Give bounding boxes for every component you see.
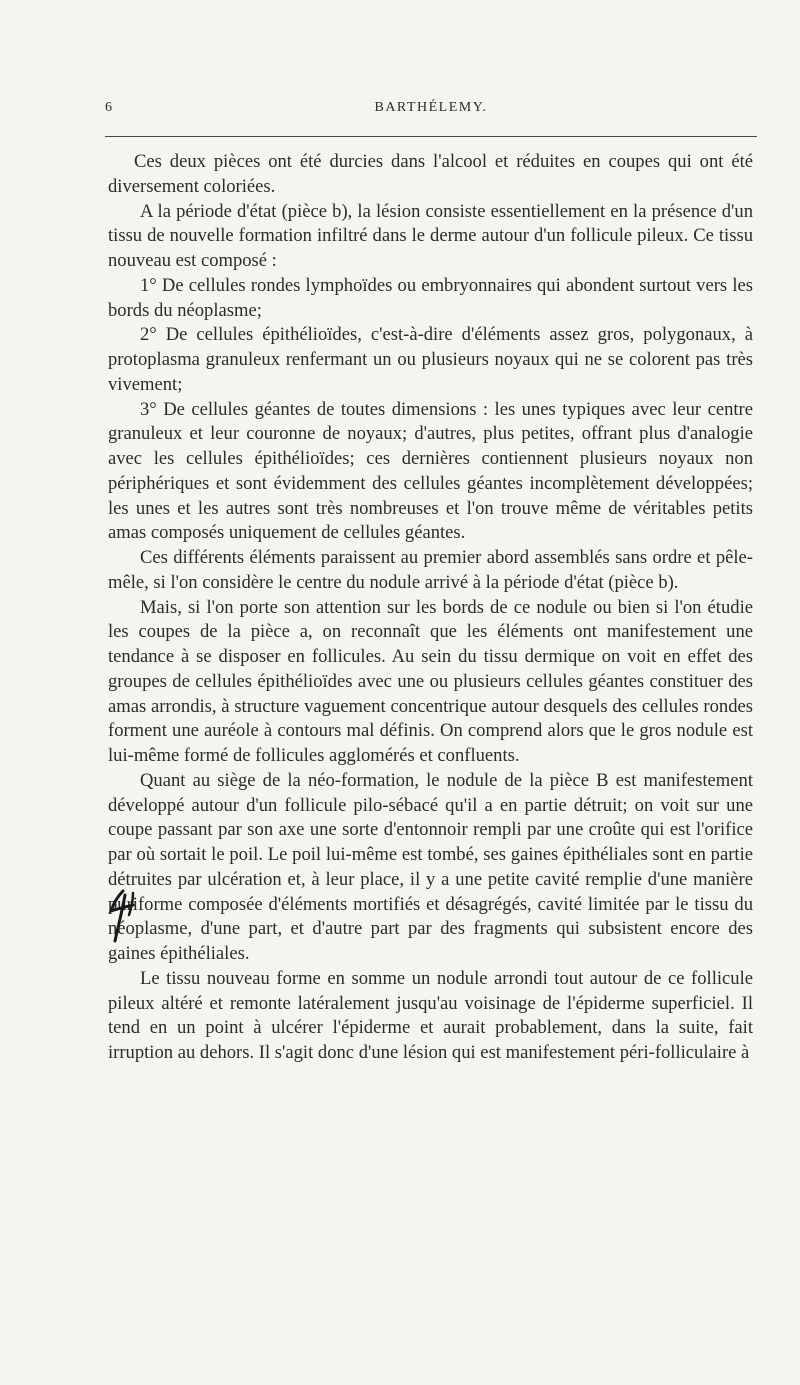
paragraph: A la période d'état (pièce b), la lésion consiste essentiellement en la présence d'un tissu de nouvelle formation infiltré dans le derme autour d'un follicule pileux. Ce tissu nouveau est composé : <box>108 200 753 271</box>
paragraph: Mais, si l'on porte son attention sur les bords de ce nodule ou bien si l'on étudie les coupes de la pièce a, on reconnaît que les éléments ont manifestement une tendance à se disposer en follicules. Au sein du tissu dermique on voit en effet des groupes de cellules épithélioïdes avec une ou plusieurs cellules géantes constituer des amas arrondis, à structure vaguement concentrique autour desquels des cellules rondes forment une auréole à contours mal définis. On comprend alors que le gros nodule est lui-même formé de follicules agglomérés et confluents. <box>108 596 753 766</box>
running-head <box>105 100 757 124</box>
paragraph: 1° De cellules rondes lymphoïdes ou embryonnaires qui abondent surtout vers les bords du néoplasme; <box>108 274 753 321</box>
running-title: BARTHÉLEMY. <box>374 100 488 115</box>
header-rule <box>105 136 757 137</box>
paragraph: Ces différents éléments paraissent au premier abord assemblés sans ordre et pêle-mêle, si l'on considère le centre du nodule arrivé à la période d'état (pièce b). <box>108 547 753 593</box>
paragraph: Le tissu nouveau forme en somme un nodule arrondi tout autour de ce follicule pileux altéré et remonte latéralement jusqu'au voisinage de l'épiderme superficiel. Il tend en un point à ulcérer l'épiderme et aurait probablement, dans la suite, fait irruption au dehors. Il s'agit donc d'une lésion qui est manifestement péri-folliculaire à <box>108 967 753 1063</box>
paragraph: Quant au siège de la néo-formation, le nodule de la pièce B est manifestement développé autour d'un follicule pilo-sébacé qu'il a en partie détruit; on voit sur une coupe passant par son axe une sorte d'entonnoir rempli par une croûte qui est l'orifice par où sortait le poil. Le poil lui-même est tombé, ses gaines épithéliales sont en partie détruites par ulcération et, à leur place, il y a une petite cavité remplie d'une manière puriforme composée d'éléments mortifiés et désagrégés, cavité limitée par le tissu du néoplasme, d'une part, et d'autre part par des fragments qui subsistent encore des gaines épithéliales. <box>108 769 753 964</box>
body-text <box>108 150 753 1066</box>
page-number: 6 <box>105 100 113 115</box>
paragraph: 2° De cellules épithélioïdes, c'est-à-dire d'éléments assez gros, polygonaux, à protoplasma granuleux renfermant un ou plusieurs noyaux qui ne se colorent pas très vivement; <box>108 324 753 395</box>
paragraph: 3° De cellules géantes de toutes dimensions : les unes typiques avec leur centre granuleux et leur couronne de noyaux; d'autres, plus petites, offrant plus d'analogie avec les cellules épithélioïdes; ces dernières contiennent plusieurs noyaux non périphériques et sont évidemment des cellules géantes incomplètement développées; les unes et les autres sont très nombreuses et l'on trouve même de véritables petits amas composés uniquement de cellules géantes. <box>108 398 753 544</box>
paragraph: Ces deux pièces ont été durcies dans l'alcool et réduites en coupes qui ont été diversement coloriées. <box>108 151 753 197</box>
